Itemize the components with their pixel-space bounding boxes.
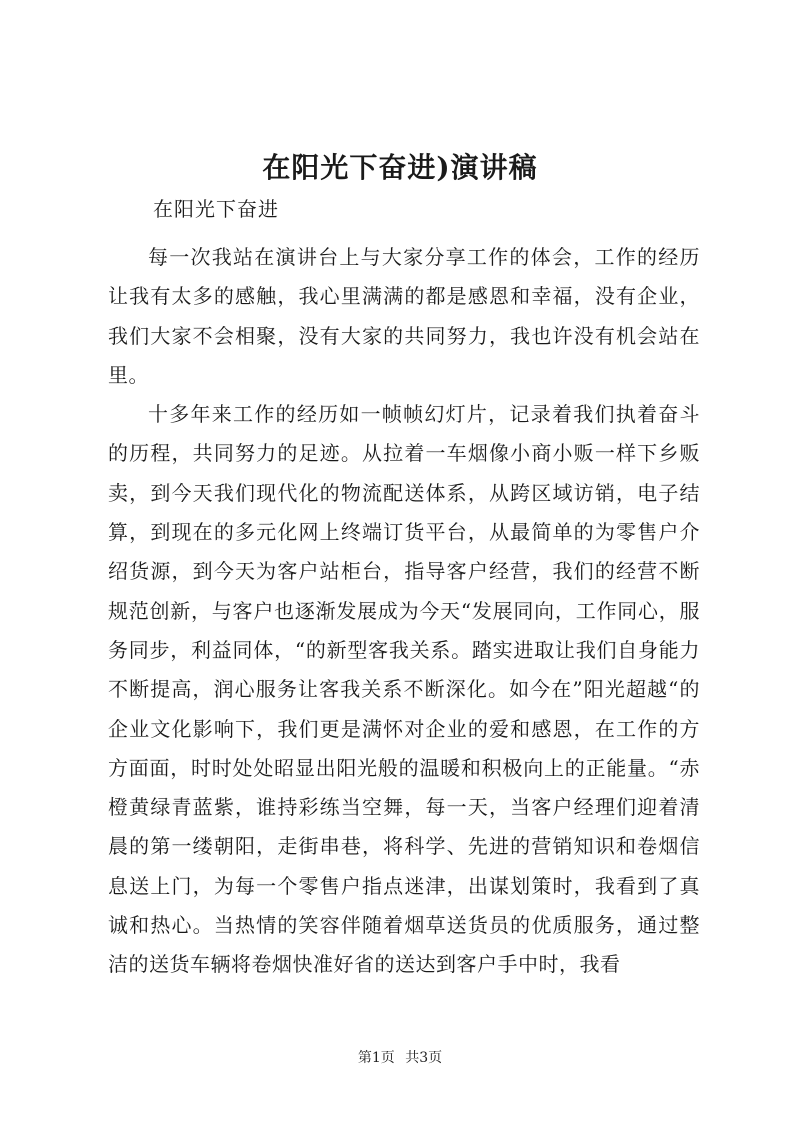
page-total: 共3页 xyxy=(405,1050,443,1066)
page-number: 第1页 xyxy=(357,1050,395,1066)
paragraph: 每一次我站在演讲台上与大家分享工作的体会，工作的经历让我有太多的感触，我心里满满的都是感恩和幸福，没有企业，我们大家不会相聚，没有大家的共同努力，我也许没有机会站在里。 xyxy=(108,245,700,387)
document-subtitle: 在阳光下奋进 xyxy=(153,197,279,221)
document-body xyxy=(108,238,700,985)
paragraph: 十多年来工作的经历如一帧帧幻灯片，记录着我们执着奋斗的历程，共同努力的足迹。从拉着一车烟像小商小贩一样下乡贩卖，到今天我们现代化的物流配送体系，从跨区域访销，电子结算，到现在的多元化网上终端订货平台，从最简单的为零售户介绍货源，到今天为客户站柜台，指导客户经营，我们的经营不断规范创新，与客户也逐渐发展成为今天“发展同向，工作同心，服务同步，利益同体，“的新型客我关系。踏实进取让我们自身能力不断提高，润心服务让客我关系不断深化。如今在”阳光超越“的企业文化影响下，我们更是满怀对企业的爱和感恩，在工作的方方面面，时时处处昭显出阳光般的温暖和积极向上的正能量。“赤橙黄绿青蓝紫，谁持彩练当空舞，每一天，当客户经理们迎着清晨的第一缕朝阳，走街串巷，将科学、先进的营销知识和卷烟信息送上门，为每一个零售户指点迷津，出谋划策时，我看到了真诚和热心。当热情的笑容伴随着烟草送货员的优质服务，通过整洁的送货车辆将卷烟快准好省的送达到客户手中时，我看 xyxy=(108,402,700,977)
page-footer xyxy=(0,1047,800,1067)
document-title: 在阳光下奋进)演讲稿 xyxy=(262,151,538,184)
